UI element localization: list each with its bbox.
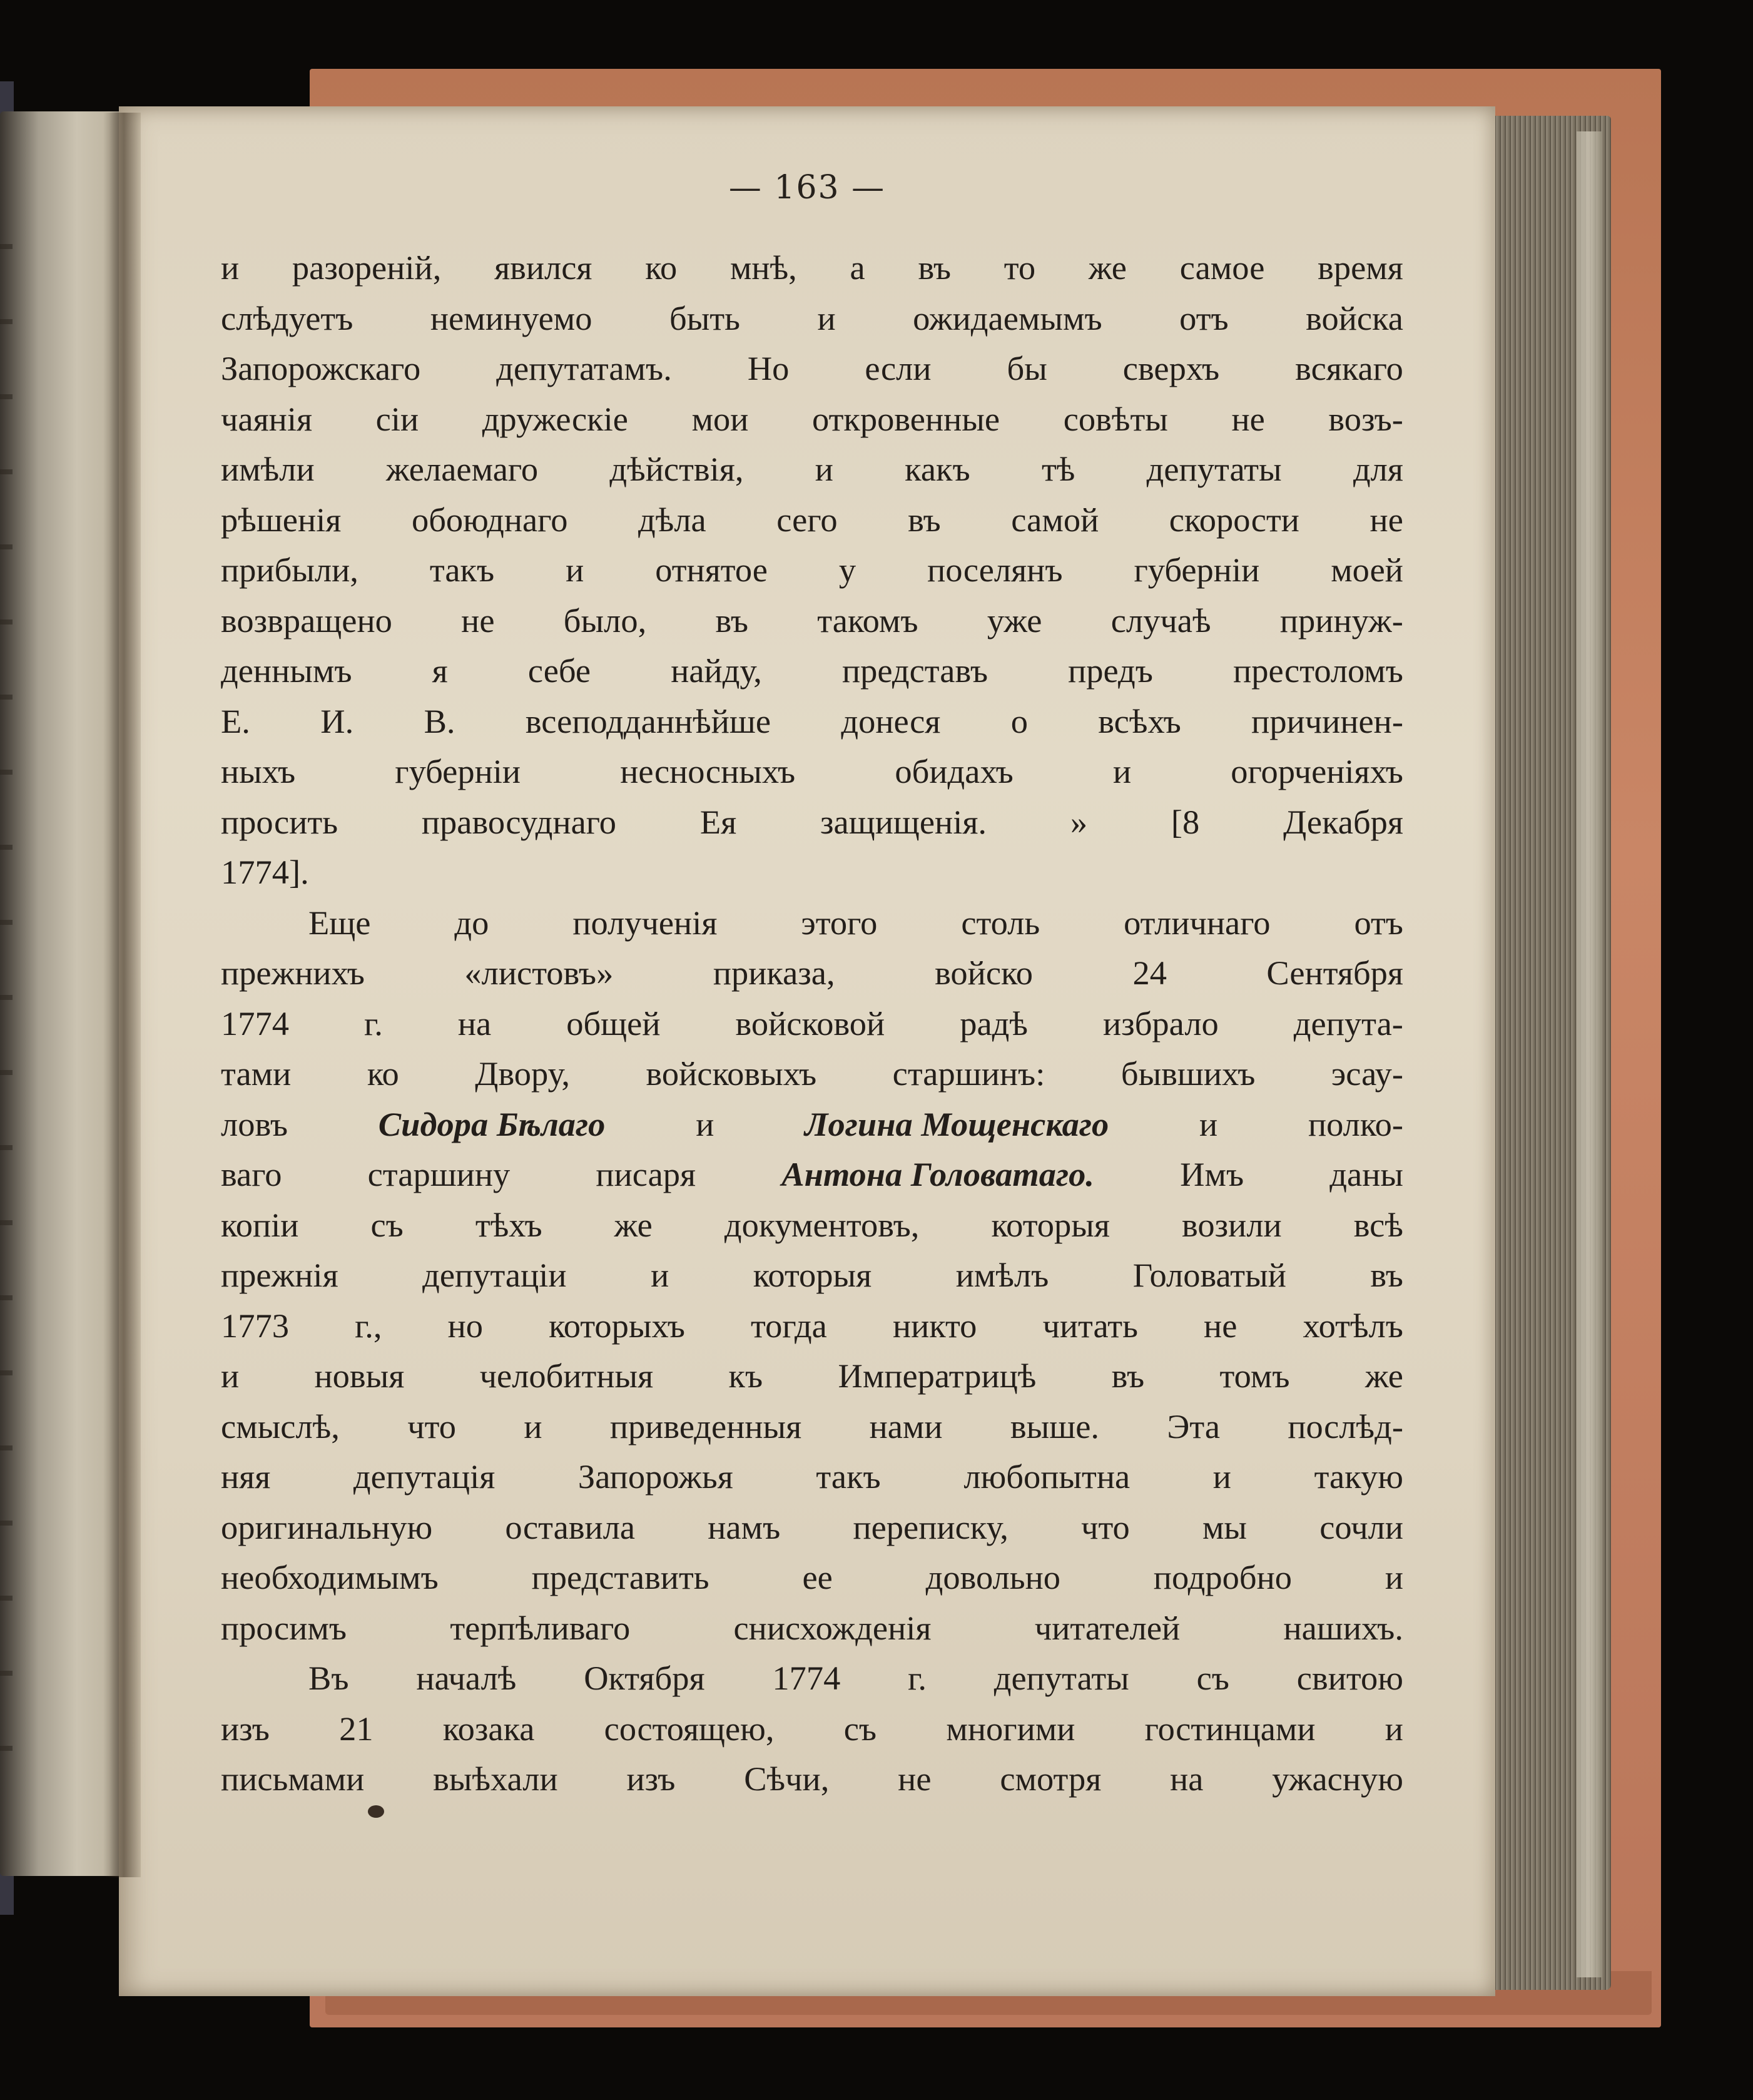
word: просить: [221, 802, 338, 841]
text-line: [221, 1250, 1403, 1301]
word: депутація: [353, 1457, 495, 1496]
word: себе: [527, 651, 591, 690]
word: разореній,: [292, 248, 442, 287]
word: какъ: [905, 450, 970, 488]
word: терпѣливаго: [450, 1608, 631, 1647]
word: оригинальную: [221, 1507, 433, 1546]
word: несносныхъ: [620, 752, 796, 790]
word: депутаты: [993, 1659, 1129, 1697]
word: для: [1353, 450, 1403, 488]
word: [8: [1171, 802, 1200, 841]
word: быть: [669, 298, 741, 337]
word: что: [407, 1407, 456, 1445]
word: изъ: [626, 1760, 676, 1798]
word: поселянъ: [927, 551, 1063, 589]
word: войско: [935, 954, 1033, 992]
word: выѣхали: [433, 1760, 558, 1798]
word: которыя: [991, 1205, 1110, 1244]
word: и: [1212, 1457, 1231, 1496]
word: читателей: [1034, 1608, 1181, 1647]
word: сего: [776, 500, 838, 539]
word: 21: [339, 1709, 373, 1748]
text-line: [221, 444, 1403, 495]
word: Двору,: [475, 1054, 571, 1093]
word: документовъ,: [724, 1205, 920, 1244]
word: депутаціи: [422, 1256, 567, 1294]
word: ловъ: [221, 1104, 288, 1143]
word: прежнихъ: [221, 954, 365, 992]
text-line: [221, 1552, 1403, 1603]
word: старшину: [367, 1155, 511, 1193]
word: приведенныя: [609, 1407, 802, 1445]
word: возвращено: [221, 601, 392, 640]
word: приказа,: [713, 954, 835, 992]
word: мои: [691, 399, 749, 438]
word: не: [898, 1760, 932, 1798]
word: откровенные: [812, 399, 1000, 438]
word: радѣ: [960, 1004, 1028, 1042]
gutter-shadow: [103, 113, 141, 1877]
word: всѣхъ: [1098, 701, 1181, 740]
page-number: — 163 —: [728, 169, 886, 206]
word: скорости: [1169, 500, 1299, 539]
text-line: [221, 394, 1403, 445]
word: съ: [370, 1205, 404, 1244]
word: мнѣ,: [729, 248, 797, 287]
page-text: [221, 243, 1403, 1805]
word: челобитныя: [479, 1357, 654, 1395]
word: предъ: [1068, 651, 1153, 690]
word: донеся: [841, 701, 941, 740]
text-line: [221, 747, 1403, 797]
word: 1774: [772, 1659, 841, 1697]
word: гостинцами: [1144, 1709, 1316, 1748]
word: же: [614, 1205, 653, 1244]
word: въ: [1370, 1256, 1403, 1294]
word: »: [1070, 802, 1088, 841]
word: и: [815, 450, 833, 488]
text-line: [221, 1301, 1403, 1352]
word: намъ: [708, 1507, 781, 1546]
word: которыя: [753, 1256, 872, 1294]
word: выше.: [1010, 1407, 1100, 1445]
word: читать: [1042, 1306, 1138, 1345]
text-line: [221, 1402, 1403, 1452]
word: оставила: [505, 1507, 636, 1546]
word: съ: [843, 1709, 877, 1748]
word: отличнаго: [1124, 903, 1271, 942]
word: Ея: [699, 802, 737, 841]
text-line: [221, 1653, 1403, 1704]
word: чаянія: [221, 399, 313, 438]
word: Декабря: [1283, 802, 1403, 841]
word: нами: [869, 1407, 943, 1445]
word: рѣшенія: [221, 500, 342, 539]
word: депутаты: [1146, 450, 1282, 488]
word: старшинъ:: [892, 1054, 1045, 1093]
word: о: [1010, 701, 1028, 740]
word: отъ: [1179, 298, 1229, 337]
word: ужасную: [1272, 1760, 1403, 1798]
word: никто: [892, 1306, 977, 1345]
word: и: [1385, 1558, 1403, 1596]
word: у: [838, 551, 856, 589]
word: ваго: [221, 1155, 282, 1193]
word: уже: [987, 601, 1042, 640]
word: и: [1112, 752, 1132, 790]
word: изъ: [221, 1709, 270, 1748]
word: столь: [961, 903, 1040, 942]
word: свитою: [1296, 1659, 1403, 1697]
word: не: [1231, 399, 1265, 438]
word: дѣйствія,: [609, 450, 744, 488]
word: возили: [1182, 1205, 1282, 1244]
word: не: [1369, 500, 1403, 539]
word: переписку,: [853, 1507, 1009, 1546]
word: хотѣлъ: [1303, 1306, 1403, 1345]
word: возъ-: [1328, 399, 1403, 438]
word: и: [566, 551, 584, 589]
word: ныхъ: [221, 752, 296, 790]
word: въ: [715, 601, 749, 640]
word: если: [865, 349, 932, 387]
word: тѣхъ: [475, 1205, 542, 1244]
word: и: [1199, 1104, 1218, 1143]
word: деннымъ: [221, 651, 352, 690]
word: писаря: [596, 1155, 696, 1193]
word: такомъ: [817, 601, 918, 640]
person-name: Антона Головатаго.: [781, 1155, 1094, 1193]
word: Императрицѣ: [838, 1357, 1037, 1395]
word: Имъ: [1180, 1155, 1244, 1193]
word: обоюднаго: [411, 500, 568, 539]
word: послѣд-: [1288, 1407, 1403, 1445]
word: же: [1088, 248, 1127, 287]
word: 24: [1132, 954, 1167, 992]
word: Октября: [584, 1659, 705, 1697]
text-line: [221, 1351, 1403, 1402]
word: сочли: [1319, 1507, 1403, 1546]
word: войсковой: [735, 1004, 885, 1042]
word: ко: [645, 248, 678, 287]
text-line: [221, 646, 1403, 696]
text-line: [221, 847, 1403, 898]
left-page-text-edge: [0, 200, 13, 1765]
word: въ: [1111, 1357, 1145, 1395]
word: причинен-: [1251, 701, 1403, 740]
text-line: [221, 999, 1403, 1049]
word: избрало: [1103, 1004, 1219, 1042]
word: явился: [494, 248, 592, 287]
word: до: [454, 903, 489, 942]
word: прибыли,: [221, 551, 358, 589]
word: и: [221, 248, 240, 287]
word: обидахъ: [895, 752, 1014, 790]
word: моей: [1331, 551, 1403, 589]
word: ее: [802, 1558, 833, 1596]
word: войска: [1306, 298, 1403, 337]
word: нашихъ.: [1283, 1608, 1403, 1647]
word: время: [1318, 248, 1403, 287]
word: копіи: [221, 1205, 299, 1244]
word: желаемаго: [385, 450, 539, 488]
word: Головатый: [1132, 1256, 1286, 1294]
right-page: [119, 106, 1495, 1996]
word: въ: [918, 248, 952, 287]
word: томъ: [1219, 1357, 1290, 1395]
word: губерніи: [395, 752, 521, 790]
word: я: [432, 651, 448, 690]
word: 1774: [221, 1004, 289, 1042]
word: полученія: [572, 903, 718, 942]
word: что: [1081, 1507, 1130, 1546]
word: принуж-: [1279, 601, 1403, 640]
word: бы: [1007, 349, 1047, 387]
word: просимъ: [221, 1608, 347, 1647]
word: г.: [364, 1004, 383, 1042]
word: состоящею,: [604, 1709, 775, 1748]
text-line: [221, 495, 1403, 546]
text-line: [221, 545, 1403, 596]
word: къ: [728, 1357, 763, 1395]
word: самой: [1011, 500, 1099, 539]
word: необходимымъ: [221, 1558, 439, 1596]
word: всеподданнѣйше: [525, 701, 771, 740]
word: случаѣ: [1110, 601, 1211, 640]
word: И.: [320, 701, 354, 740]
text-line: [221, 1502, 1403, 1553]
word: Запорожскаго: [221, 349, 421, 387]
word: престоломъ: [1233, 651, 1403, 690]
word: Е.: [221, 701, 250, 740]
word: правосуднаго: [421, 802, 617, 841]
word: дѣла: [638, 500, 706, 539]
word: отъ: [1354, 903, 1403, 942]
text-line: [221, 243, 1403, 293]
word: представить: [531, 1558, 709, 1596]
word: и: [817, 298, 836, 337]
word: тѣ: [1041, 450, 1075, 488]
word: не: [461, 601, 495, 640]
word: даны: [1329, 1155, 1403, 1193]
word: ожидаемымъ: [913, 298, 1102, 337]
word: было,: [563, 601, 647, 640]
word: не: [1204, 1306, 1237, 1345]
word: Эта: [1167, 1407, 1221, 1445]
word: имѣлъ: [955, 1256, 1049, 1294]
word: на: [1170, 1760, 1204, 1798]
word: «листовъ»: [464, 954, 614, 992]
text-line: [221, 1149, 1403, 1200]
word: губерніи: [1134, 551, 1260, 589]
word: и: [1385, 1709, 1403, 1748]
word: защищенія.: [820, 802, 987, 841]
word: представъ: [841, 651, 988, 690]
word: слѣдуетъ: [221, 298, 353, 337]
word: подробно: [1153, 1558, 1293, 1596]
word: 1774].: [221, 853, 309, 891]
word: депутатамъ.: [496, 349, 672, 387]
word: смотря: [1000, 1760, 1102, 1798]
word: прежнія: [221, 1256, 338, 1294]
word: полко-: [1308, 1104, 1403, 1143]
text-line: [221, 1754, 1403, 1805]
word: всякаго: [1295, 349, 1403, 387]
word: а: [850, 248, 865, 287]
word: снисхожденія: [733, 1608, 932, 1647]
word: любопытна: [963, 1457, 1131, 1496]
word: самое: [1179, 248, 1265, 287]
word: отнятое: [655, 551, 768, 589]
word: началѣ: [416, 1659, 517, 1697]
word: довольно: [925, 1558, 1060, 1596]
word: многими: [946, 1709, 1075, 1748]
word: 1773: [221, 1306, 289, 1345]
word: всѣ: [1353, 1205, 1403, 1244]
word: и: [651, 1256, 669, 1294]
word: и: [696, 1104, 714, 1143]
word: г.: [908, 1659, 927, 1697]
word: Сентября: [1266, 954, 1403, 992]
word: такъ: [816, 1457, 881, 1496]
word: огорченіяхъ: [1231, 752, 1403, 790]
word: В.: [424, 701, 455, 740]
word: неминуемо: [430, 298, 592, 337]
word: сверхъ: [1122, 349, 1220, 387]
page-stack-highlight: [1577, 131, 1602, 1977]
word: которыхъ: [549, 1306, 685, 1345]
word: бывшихъ: [1120, 1054, 1256, 1093]
word: новыя: [314, 1357, 405, 1395]
ink-blot: [368, 1805, 384, 1818]
text-line: [221, 1200, 1403, 1251]
word: сіи: [375, 399, 419, 438]
word: козака: [442, 1709, 535, 1748]
text-line: [221, 596, 1403, 646]
word: этого: [801, 903, 878, 942]
text-line: [221, 293, 1403, 344]
word: общей: [566, 1004, 661, 1042]
text-line: [221, 797, 1403, 848]
word: г.,: [355, 1306, 382, 1345]
word: тогда: [750, 1306, 827, 1345]
word: и: [221, 1357, 240, 1395]
text-line: [221, 696, 1403, 747]
word: войсковыхъ: [646, 1054, 817, 1093]
text-line: [221, 1452, 1403, 1502]
text-line: [221, 898, 1403, 949]
word: письмами: [221, 1760, 365, 1798]
word: депута-: [1293, 1004, 1403, 1042]
text-line: [221, 1704, 1403, 1755]
word: на: [457, 1004, 492, 1042]
word: Запорожья: [577, 1457, 733, 1496]
word: въ: [908, 500, 941, 539]
word: мы: [1202, 1507, 1247, 1546]
text-line: [221, 948, 1403, 999]
text-line: [221, 1099, 1403, 1150]
word: совѣты: [1063, 399, 1168, 438]
text-line: [221, 344, 1403, 394]
person-name: Сидора Бѣлаго: [378, 1104, 606, 1143]
word: такъ: [429, 551, 495, 589]
text-line: [221, 1049, 1403, 1099]
text-line: [221, 1603, 1403, 1654]
word: тами: [221, 1054, 292, 1093]
word: Но: [747, 349, 790, 387]
word: смыслѣ,: [221, 1407, 340, 1445]
word: Въ: [308, 1659, 349, 1697]
word: имѣли: [221, 450, 315, 488]
word: такую: [1314, 1457, 1403, 1496]
word: и: [524, 1407, 542, 1445]
word: то: [1004, 248, 1036, 287]
word: же: [1364, 1357, 1403, 1395]
word: Сѣчи,: [744, 1760, 830, 1798]
word: ко: [367, 1054, 399, 1093]
person-name: Логина Мощенскаго: [805, 1104, 1109, 1143]
word: съ: [1196, 1659, 1229, 1697]
word: няя: [221, 1457, 271, 1496]
word: Еще: [308, 903, 371, 942]
word: дружескіе: [482, 399, 628, 438]
word: но: [447, 1306, 484, 1345]
word: эсау-: [1331, 1054, 1403, 1093]
word: найду,: [671, 651, 762, 690]
